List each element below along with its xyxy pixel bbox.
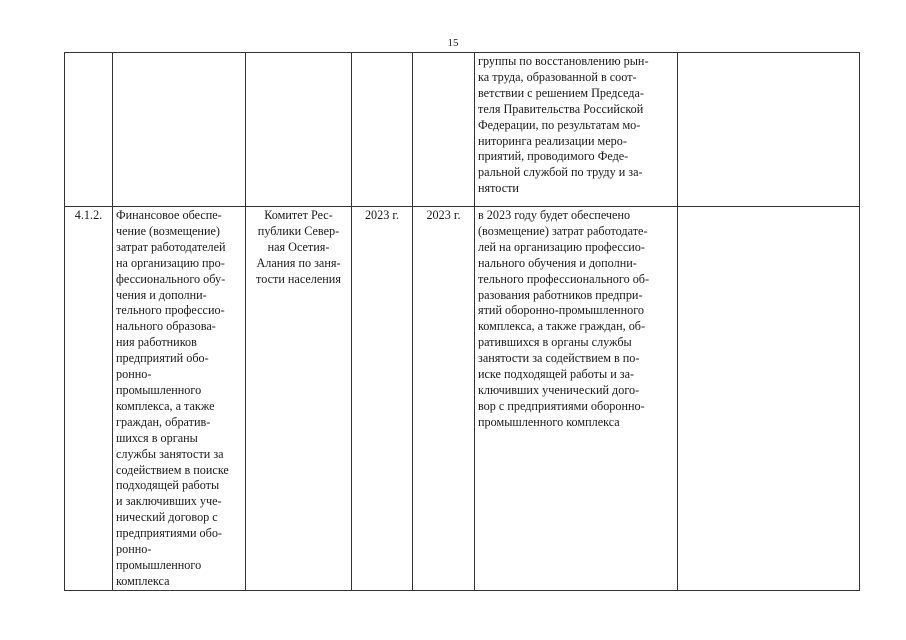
text-line: в 2023 году будет обеспечено: [478, 208, 631, 222]
text-line: Комитет Рес-: [264, 208, 333, 222]
text-line: службы занятости за: [116, 446, 224, 461]
text-line: Федерации, по результатам мо-: [478, 117, 641, 132]
number-cell: [65, 53, 113, 207]
text-line: затрат работодателей: [116, 239, 226, 254]
measure-name-cell: [113, 207, 246, 591]
text-line: ветствии с решением Председа-: [478, 85, 644, 100]
text-line: публики Север-: [257, 223, 340, 238]
text-line: промышленного: [116, 557, 202, 572]
measure-number: 4.1.2.: [65, 207, 113, 591]
text-line: тельного профессионального об-: [478, 271, 650, 286]
text-line: ятий оборонно-промышленного: [478, 303, 644, 318]
notes-cell: [678, 207, 860, 591]
text-line: комплекса, а также: [116, 398, 215, 413]
text-line: предприятий обо-: [116, 351, 209, 366]
text-line: лей на организацию профессио-: [478, 239, 645, 254]
text-line: теля Правительства Российской: [478, 101, 644, 116]
end-date-cell: [413, 53, 475, 207]
table-row-4-1-2: [65, 207, 860, 591]
text-line: нального образова-: [116, 319, 216, 334]
text-line: ральной службой по труду и за-: [478, 165, 643, 180]
start-date-cell: [352, 53, 413, 207]
text-line: шихся в органы: [116, 430, 198, 445]
text-line: ния работников: [116, 335, 197, 350]
expected-result-text: [478, 208, 674, 431]
text-line: приятий, проводимого Феде-: [478, 149, 629, 164]
measure-name-cell: [113, 53, 246, 207]
text-line: ронно-: [116, 542, 152, 557]
text-line: ратившихся в органы службы: [478, 335, 632, 350]
text-line: комплекса, а также граждан, об-: [478, 319, 646, 334]
responsible-cell: [246, 207, 352, 591]
text-line: подходящей работы: [116, 478, 220, 493]
notes-cell: [678, 53, 860, 207]
text-line: ронно-: [116, 367, 152, 382]
responsible-text: [249, 208, 348, 288]
text-line: тельного профессио-: [116, 303, 225, 318]
text-line: нический договор с: [116, 510, 218, 525]
text-line: предприятиями обо-: [116, 526, 222, 541]
text-line: и заключивших уче-: [116, 494, 222, 509]
measures-table: [64, 52, 860, 591]
text-line: Финансовое обеспе-: [116, 208, 222, 222]
text-line: Алания по заня-: [256, 255, 341, 270]
text-line: иске подходящей работы и за-: [478, 367, 635, 382]
text-line: граждан, обратив-: [116, 414, 211, 429]
end-date: 2023 г.: [413, 207, 475, 591]
expected-result-cell: [475, 53, 678, 207]
text-line: нального обучения и дополни-: [478, 255, 637, 270]
text-line: ка труда, образованной в соот-: [478, 69, 637, 84]
text-line: вор с предприятиями оборонно-: [478, 398, 645, 413]
text-line: группы по восстановлению рын-: [478, 54, 649, 68]
expected-result-cell: [475, 207, 678, 591]
text-line: промышленного: [116, 382, 202, 397]
text-line: занятости за содействием в по-: [478, 351, 640, 366]
text-line: ниторинга реализации меро-: [478, 133, 627, 148]
page-number: 15: [447, 37, 459, 49]
text-line: ная Осетия-: [267, 239, 330, 254]
text-line: нятости: [478, 181, 519, 196]
text-line: разования работников предпри-: [478, 287, 643, 302]
responsible-cell: [246, 53, 352, 207]
text-line: (возмещение) затрат работодате-: [478, 223, 648, 238]
expected-result-text: [478, 54, 674, 197]
text-line: промышленного комплекса: [478, 414, 620, 429]
text-line: тости населения: [256, 271, 341, 286]
measure-name-text: [116, 208, 242, 590]
text-line: на организацию про-: [116, 255, 225, 270]
start-date: 2023 г.: [352, 207, 413, 591]
text-line: чения и дополни-: [116, 287, 207, 302]
text-line: ключивших ученический дого-: [478, 382, 640, 397]
text-line: содействием в поиске: [116, 462, 229, 477]
table-row-continuation: [65, 53, 860, 207]
text-line: комплекса: [116, 573, 170, 588]
text-line: фессионального обу-: [116, 271, 226, 286]
text-line: чение (возмещение): [116, 223, 220, 238]
